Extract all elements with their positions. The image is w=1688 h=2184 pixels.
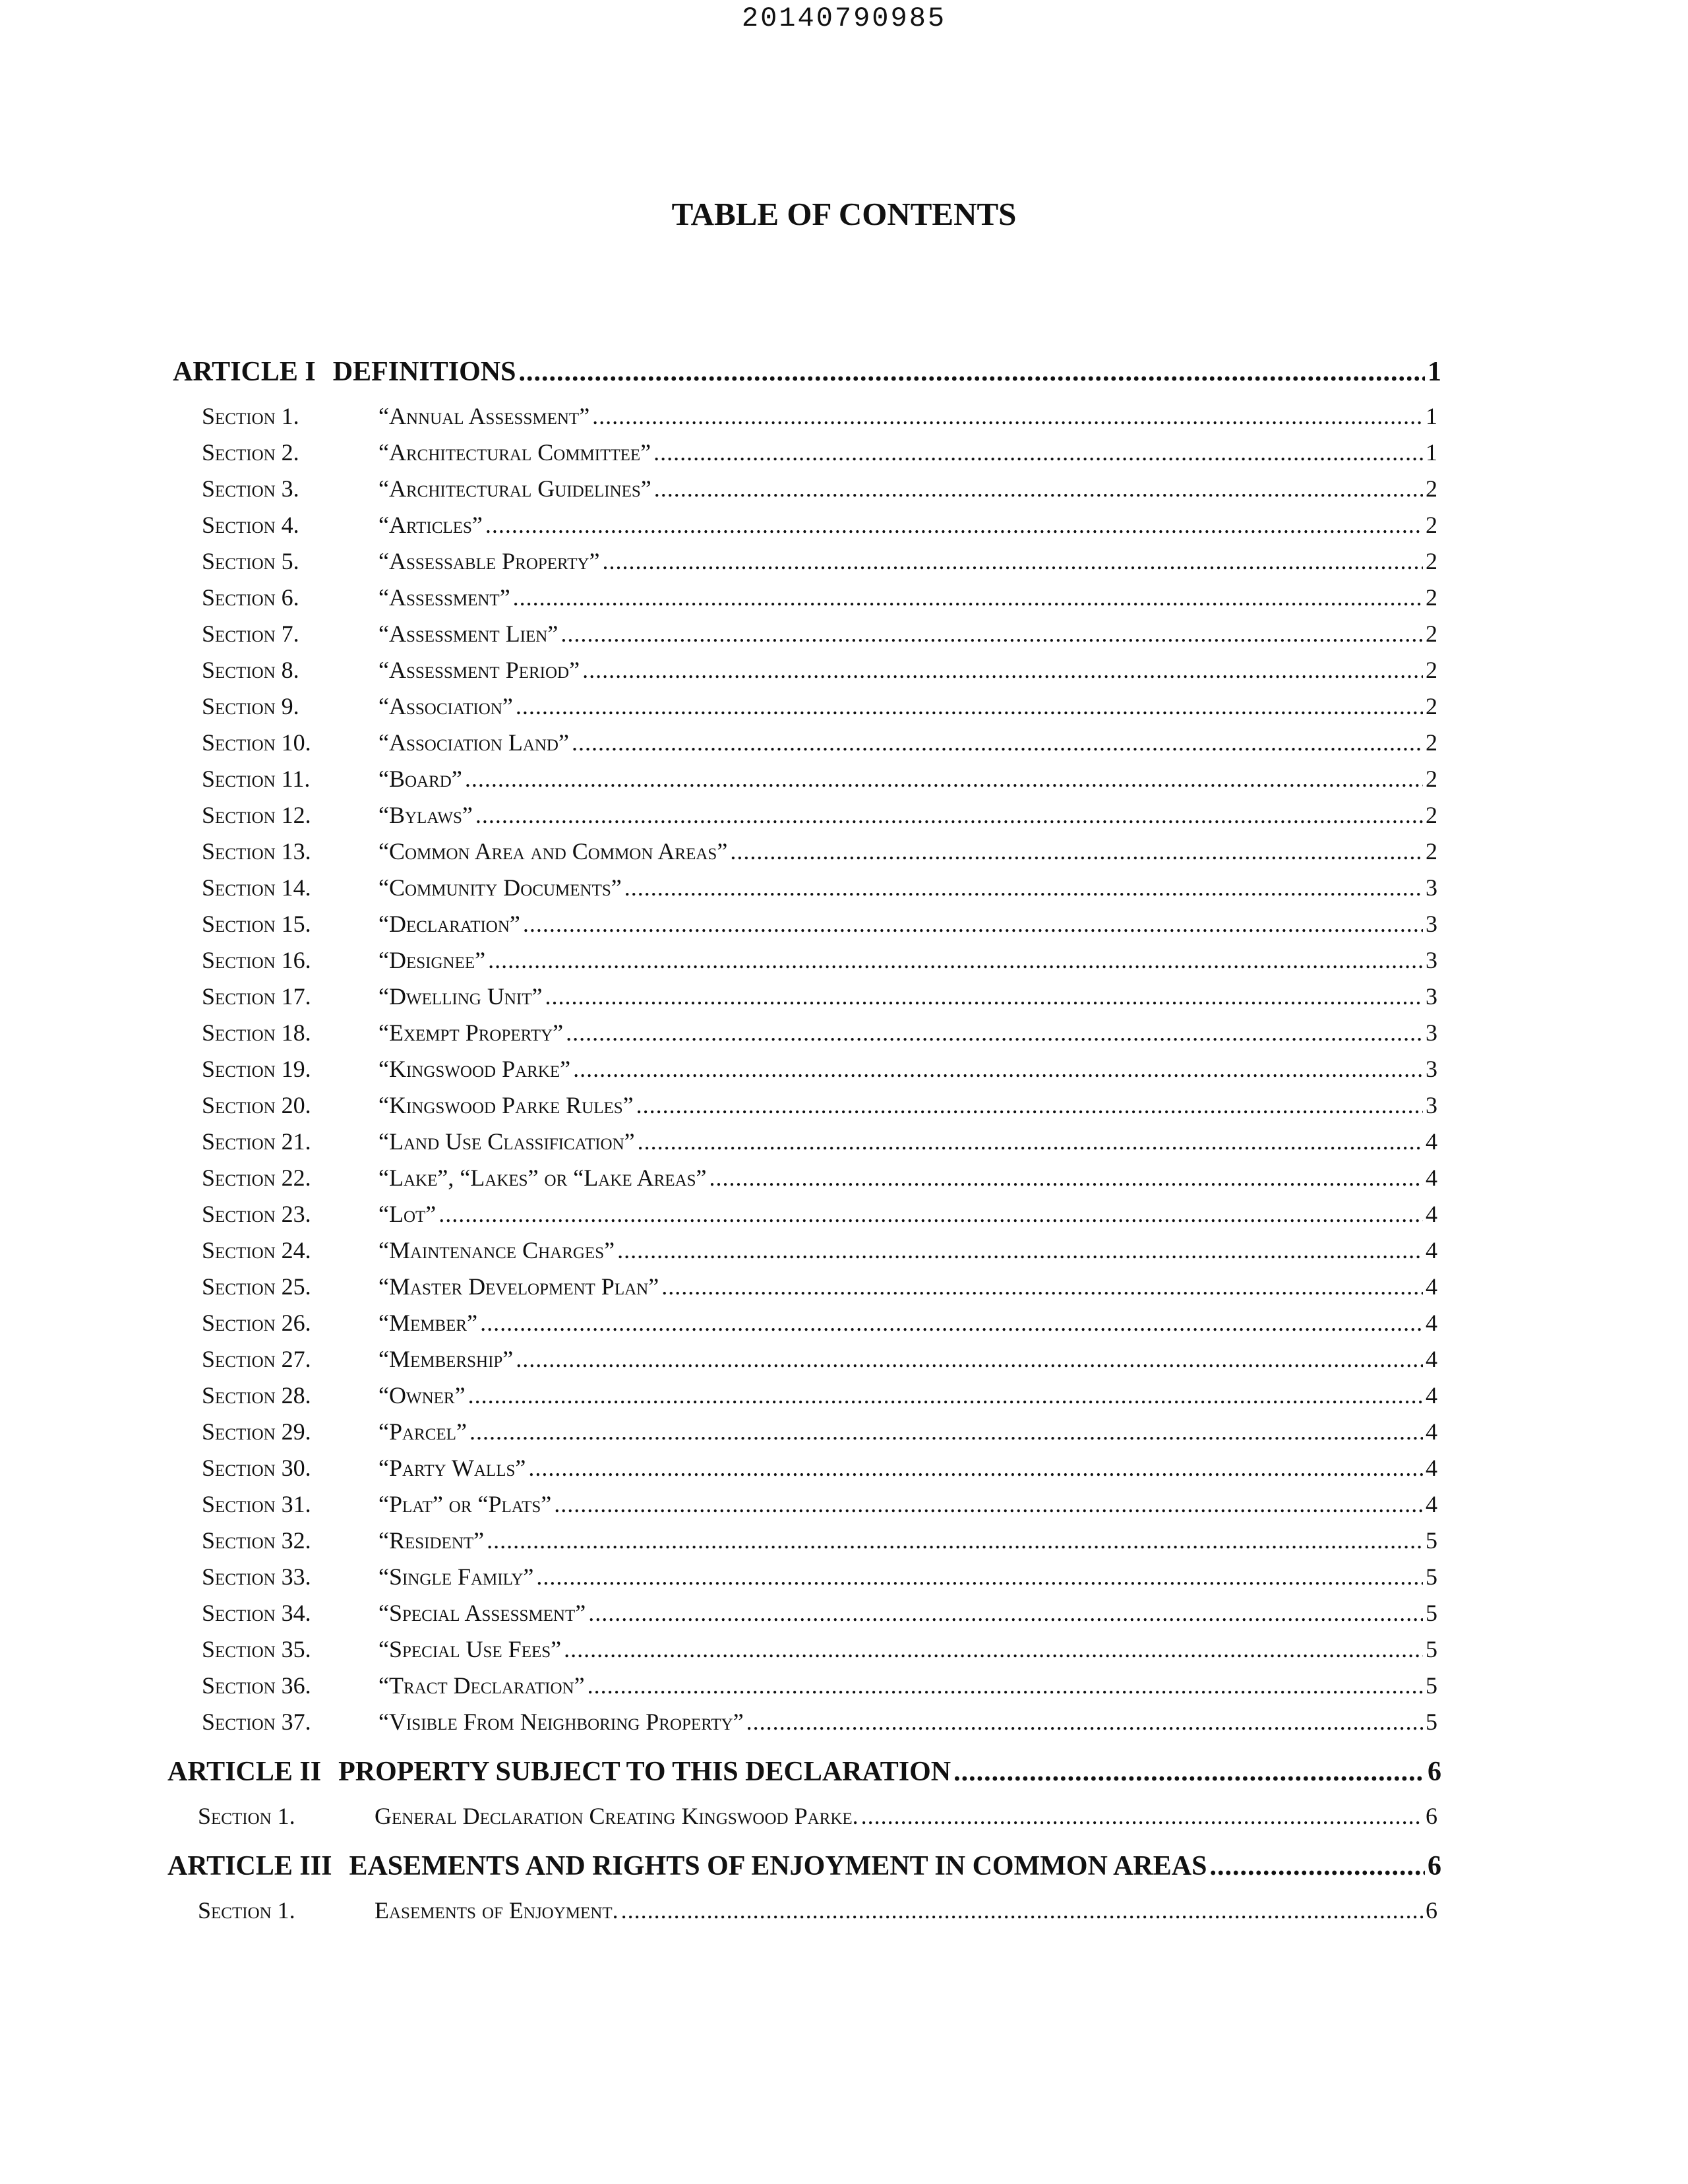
section-number: Section 4. [202,512,299,538]
toc-section-entry [202,547,1437,584]
section-number: Section 9. [202,693,299,719]
section-number: Section 29. [202,1418,311,1445]
section-number: Section 20. [202,1092,311,1118]
dot-leader [588,1599,1423,1627]
page-number: 3 [1426,874,1437,901]
page-number: 4 [1426,1491,1437,1517]
dot-leader [709,1164,1423,1192]
page-number: 5 [1426,1600,1437,1626]
toc-section-entry [202,983,1437,1019]
dot-leader [953,1756,1425,1788]
section-title: Easements of Enjoyment. [375,1897,618,1924]
page-number: 3 [1426,947,1437,973]
page-number: 2 [1426,729,1437,756]
toc-section-entry [202,1563,1437,1599]
dot-leader [468,1381,1423,1409]
toc-section-entry [202,692,1437,729]
dot-leader [516,692,1423,720]
page-number: 3 [1426,911,1437,937]
dot-leader [661,1273,1423,1300]
dot-leader [730,837,1423,865]
section-number: Section 30. [202,1455,311,1481]
toc-section-entry [202,1599,1437,1635]
section-title: “Member” [378,1310,478,1336]
toc-section-entry [202,1273,1437,1309]
section-title: “Owner” [378,1382,466,1409]
toc-section-entry [202,946,1437,983]
page-number: 4 [1426,1382,1437,1409]
section-title: “Tract Declaration” [378,1672,585,1699]
dot-leader [523,910,1423,938]
dot-leader [519,356,1426,388]
dot-leader [513,584,1423,611]
section-list [202,402,1437,1744]
dot-leader [560,620,1423,648]
toc-section-entry [202,1091,1437,1128]
section-title: “Bylaws” [378,802,473,828]
section-number: Section 22. [202,1165,311,1191]
section-number: Section 21. [202,1128,311,1155]
dot-leader [487,1527,1423,1554]
page-number: 4 [1426,1201,1437,1227]
section-number: Section 1. [202,403,299,429]
toc-section-entry [202,1418,1437,1454]
page-number: 2 [1426,838,1437,864]
section-title: “Association” [378,693,513,719]
dot-leader [861,1802,1423,1830]
dot-leader [528,1454,1423,1482]
toc-section-entry [202,729,1437,765]
toc-section-entry [202,1019,1437,1055]
page-number: 5 [1426,1527,1437,1554]
dot-leader [554,1490,1423,1518]
page-number: 1 [1428,357,1441,387]
dot-leader [480,1309,1423,1337]
page-number: 5 [1426,1636,1437,1662]
dot-leader [603,547,1423,575]
section-number: Section 8. [202,657,299,683]
section-title: “Annual Assessment” [378,403,590,429]
section-number: Section 25. [202,1273,311,1300]
section-title: “Lot” [378,1201,437,1227]
section-title: “Master Development Plan” [378,1273,659,1300]
dot-leader [638,1128,1423,1155]
section-number: Section 5. [202,548,299,574]
section-title: “Architectural Guidelines” [378,475,651,502]
dot-leader [1209,1850,1425,1882]
section-title: “Assessment” [378,584,510,611]
section-title: “Special Use Fees” [378,1636,562,1662]
toc-section-entry [202,1200,1437,1236]
section-title: “Plat” or “Plats” [378,1491,552,1517]
section-number: Section 6. [202,584,299,611]
section-title: “Association Land” [378,729,569,756]
toc-section-entry [202,402,1437,439]
section-title: “Assessment Period” [378,657,580,683]
section-number: Section 32. [202,1527,311,1554]
section-number: Section 1. [198,1897,295,1924]
section-number: Section 36. [202,1672,311,1699]
section-number: Section 24. [202,1237,311,1263]
toc-section-entry [202,837,1437,874]
page-number: 2 [1426,657,1437,683]
section-title: “Architectural Committee” [378,439,651,466]
page-number: 5 [1426,1563,1437,1590]
dot-leader [564,1635,1423,1663]
section-title: “Kingswood Parke Rules” [378,1092,634,1118]
toc-section-entry [202,1055,1437,1091]
page-title: TABLE OF CONTENTS [671,196,1017,232]
section-number: Section 33. [202,1563,311,1590]
section-number: Section 7. [202,621,299,647]
section-title: “Parcel” [378,1418,467,1445]
dot-leader [617,1236,1423,1264]
article-title: EASEMENTS AND RIGHTS OF ENJOYMENT IN COMMON AREAS [349,1851,1207,1881]
section-title: “Land Use Classification” [378,1128,635,1155]
page-number: 6 [1428,1757,1441,1787]
toc-section-entry [202,1309,1437,1345]
toc-section-entry [202,511,1437,547]
page-number: 2 [1426,584,1437,611]
dot-leader [465,765,1423,793]
section-number: Section 14. [202,874,311,901]
section-title: General Declaration Creating Kingswood Parke. [375,1803,859,1829]
section-title: “Membership” [378,1346,514,1372]
toc-section-entry [202,910,1437,946]
toc-section-entry [202,439,1437,475]
document-number: 20140790985 [741,3,947,34]
section-title: “Community Documents” [378,874,622,901]
toc-section-entry [198,1802,1437,1838]
toc-section-entry [202,1708,1437,1744]
dot-leader [572,729,1423,756]
section-title: “Designee” [378,947,486,973]
page-number: 3 [1426,1092,1437,1118]
page-number: 3 [1426,1019,1437,1046]
section-number: Section 3. [202,475,299,502]
dot-leader [488,946,1423,974]
section-title: “Single Family” [378,1563,534,1590]
section-number: Section 26. [202,1310,311,1336]
section-number: Section 16. [202,947,311,973]
dot-leader [653,439,1423,466]
page-number: 3 [1426,983,1437,1010]
section-title: “Special Assessment” [378,1600,586,1626]
toc-section-entry [202,874,1437,910]
toc-section-entry [202,1236,1437,1273]
section-number: Section 27. [202,1346,311,1372]
section-number: Section 11. [202,766,311,792]
section-title: “Assessment Lien” [378,621,558,647]
toc-section-entry [202,620,1437,656]
page-number: 4 [1426,1455,1437,1481]
toc-section-entry [202,1128,1437,1164]
section-number: Section 17. [202,983,311,1010]
toc-section-entry [202,765,1437,801]
page-number: 4 [1426,1346,1437,1372]
dot-leader [469,1418,1423,1445]
section-title: “Kingswood Parke” [378,1056,571,1082]
dot-leader [545,983,1423,1010]
dot-leader [621,1896,1423,1924]
section-number: Section 2. [202,439,299,466]
toc-section-entry [202,801,1437,837]
page-number: 2 [1426,512,1437,538]
toc-section-entry [202,1672,1437,1708]
page-number: 6 [1428,1851,1441,1881]
page-number: 4 [1426,1165,1437,1191]
toc-section-entry [202,1381,1437,1418]
dot-leader [746,1708,1423,1736]
page-number: 5 [1426,1709,1437,1735]
toc-section-entry [202,1345,1437,1381]
dot-leader [582,656,1423,684]
toc-article-entry [167,1756,1441,1793]
section-list [198,1896,1437,1933]
page-number: 6 [1426,1897,1437,1924]
toc-section-entry [202,1635,1437,1672]
toc-section-entry [202,1164,1437,1200]
dot-leader [536,1563,1423,1591]
dot-leader [566,1019,1423,1046]
section-title: “Visible From Neighboring Property” [378,1709,744,1735]
toc-section-entry [198,1896,1437,1933]
dot-leader [475,801,1423,829]
section-title: “Board” [378,766,462,792]
section-title: “Assessable Property” [378,548,600,574]
section-list [198,1802,1437,1838]
page-number: 6 [1426,1803,1437,1829]
dot-leader [438,1200,1423,1228]
section-number: Section 10. [202,729,311,756]
dot-leader [592,402,1423,430]
toc-section-entry [202,475,1437,511]
toc-section-entry [202,656,1437,692]
page-number: 2 [1426,475,1437,502]
section-number: Section 19. [202,1056,311,1082]
page-number: 2 [1426,766,1437,792]
page-number: 4 [1426,1310,1437,1336]
dot-leader [573,1055,1423,1083]
section-number: Section 31. [202,1491,311,1517]
section-number: Section 28. [202,1382,311,1409]
article-number: ARTICLE I [173,357,316,387]
page-number: 2 [1426,802,1437,828]
dot-leader [654,475,1423,502]
page-number: 5 [1426,1672,1437,1699]
dot-leader [516,1345,1423,1373]
section-title: “Common Area and Common Areas” [378,838,728,864]
page-number: 4 [1426,1128,1437,1155]
page-number: 4 [1426,1237,1437,1263]
toc-section-entry [202,1527,1437,1563]
page-number: 2 [1426,693,1437,719]
toc-section-entry [202,584,1437,620]
page-number: 1 [1426,439,1437,466]
toc-article-entry [167,1850,1441,1887]
section-number: Section 37. [202,1709,311,1735]
section-title: “Dwelling Unit” [378,983,543,1010]
page-number: 2 [1426,621,1437,647]
toc-section-entry [202,1454,1437,1490]
section-number: Section 1. [198,1803,295,1829]
page-number: 4 [1426,1418,1437,1445]
section-number: Section 34. [202,1600,311,1626]
section-title: “Articles” [378,512,483,538]
article-number: ARTICLE II [167,1757,322,1787]
section-title: “Exempt Property” [378,1019,564,1046]
section-title: “Lake”, “Lakes” or “Lake Areas” [378,1165,707,1191]
section-title: “Party Walls” [378,1455,526,1481]
section-number: Section 13. [202,838,311,864]
dot-leader [636,1091,1423,1119]
section-title: “Resident” [378,1527,485,1554]
section-title: “Declaration” [378,911,520,937]
toc-article-entry [173,356,1441,393]
section-number: Section 23. [202,1201,311,1227]
dot-leader [588,1672,1423,1699]
article-title: DEFINITIONS [332,357,516,387]
toc-section-entry [202,1490,1437,1527]
page-number: 1 [1426,403,1437,429]
section-number: Section 18. [202,1019,311,1046]
article-title: PROPERTY SUBJECT TO THIS DECLARATION [338,1757,951,1787]
section-number: Section 12. [202,802,311,828]
page-number: 2 [1426,548,1437,574]
section-title: “Maintenance Charges” [378,1237,615,1263]
page-number: 4 [1426,1273,1437,1300]
table-of-contents [0,356,1688,1933]
page-number: 3 [1426,1056,1437,1082]
section-number: Section 35. [202,1636,311,1662]
section-number: Section 15. [202,911,311,937]
article-number: ARTICLE III [167,1851,332,1881]
dot-leader [485,511,1423,539]
dot-leader [624,874,1423,901]
